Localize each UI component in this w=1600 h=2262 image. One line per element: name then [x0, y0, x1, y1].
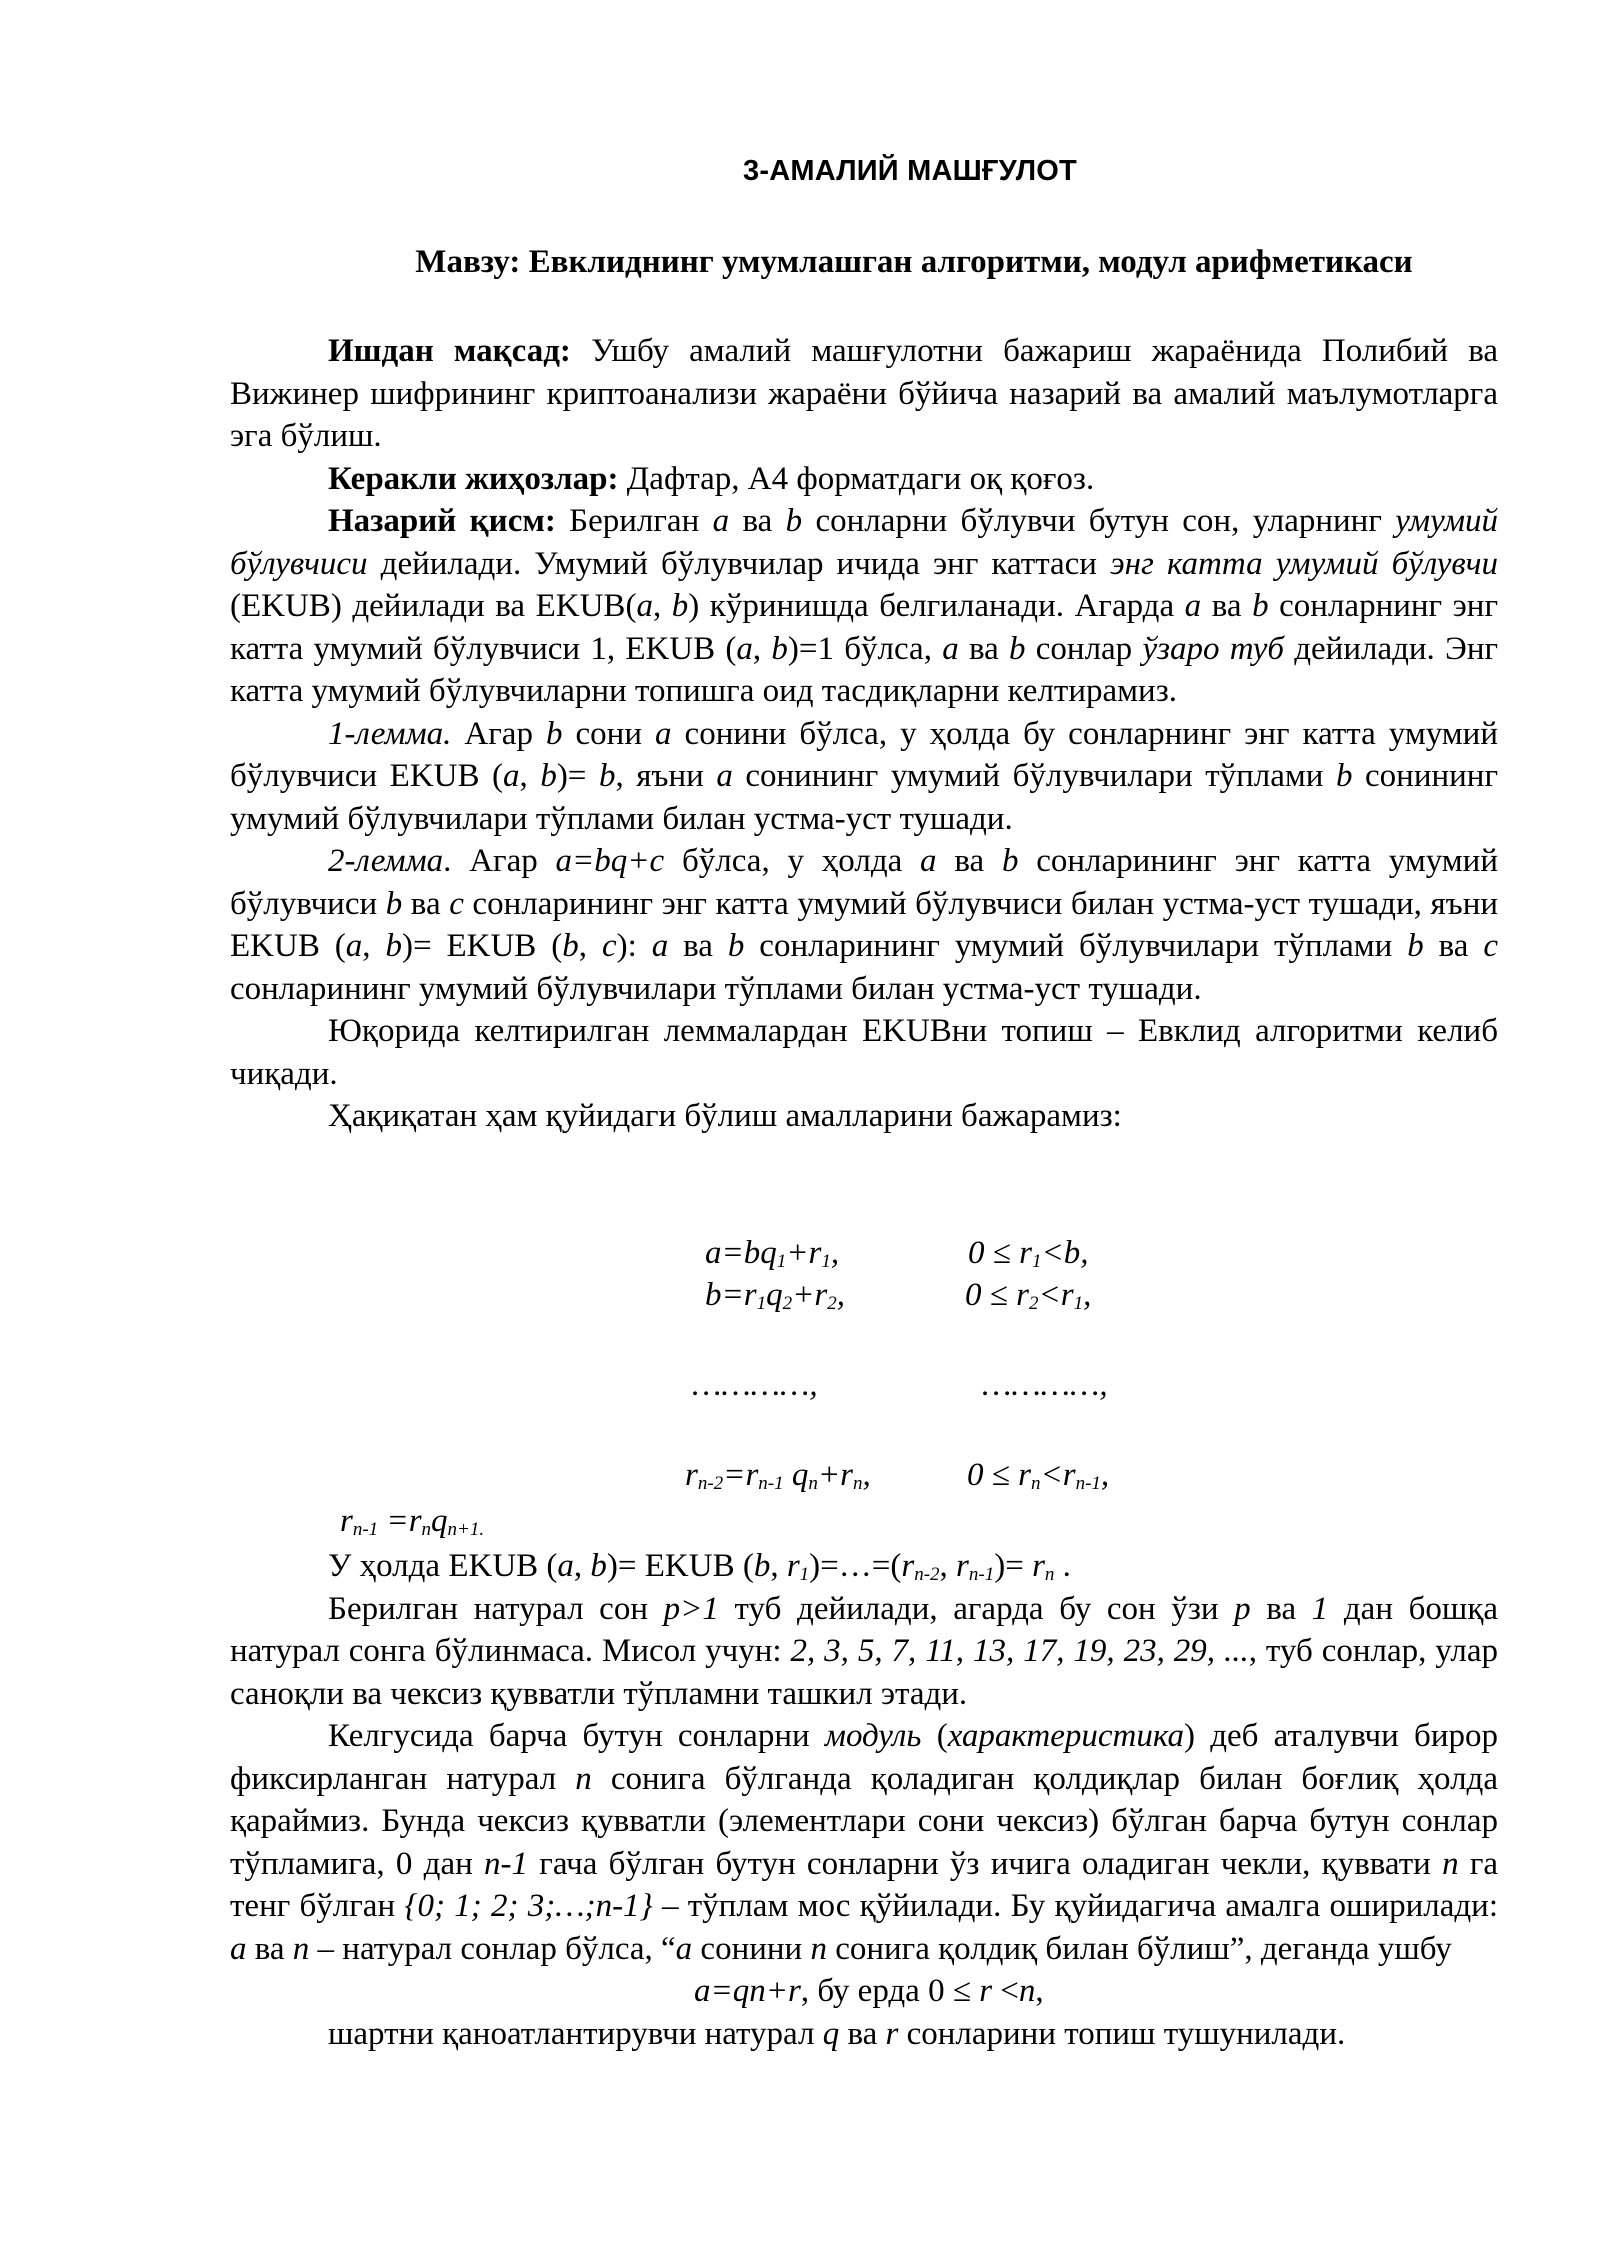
purpose-text: Ушбу амалий машғулотни бажариш жараёнида Полибий ва Вижинер шифрининг криптоанализи жараёни бўйича назарий ва амалий маълумотларга эга бўлиш.: [230, 333, 1498, 454]
lemma-1-paragraph: 1-лемма. Агар b сони a сонини бўлса, у ҳолда бу сонларнинг энг катта умумий бўлувчиси EKUB (a, b)= b, яъни a сонининг умумий бўлувчилари тўплами b сонининг умумий бўлувчилари тўплами билан устма-уст тушади.: [230, 715, 1499, 837]
lemma-2-paragraph: 2-лемма. Агар a=bq+c бўлса, у ҳолда a ва b сонларининг энг катта умумий бўлувчиси b ва c сонларининг энг катта умумий бўлувчиси билан устма-уст тушади, яъни EKUB (a, b)= EKUB (b, c): a ва b сонларининг умумий бўлувчилари тўплами b ва c сонларининг умумий бўлувчилари тўплами билан устма-уст тушади.: [230, 843, 1499, 1007]
purpose-label: Ишдан мақсад:: [328, 333, 571, 369]
euclid-paragraph: Юқорида келтирилган леммалардан EKUBни топиш – Евклид алгоритми келиб чиқади.: [230, 1013, 1498, 1092]
equipment-paragraph: [230, 458, 1498, 501]
equipment-label: Керакли жиҳозлар:: [328, 460, 619, 497]
lemma-1-label: 1-лемма.: [328, 715, 452, 752]
page-title: 3-АМАЛИЙ МАШҒУЛОТ: [743, 155, 1077, 187]
theory-label: Назарий қисм:: [328, 503, 556, 539]
prime-definition: Берилган натурал сон p>1 туб дейилади, агарда бу сон ўзи p ва 1 дан бошқа натурал сонга бўлинмаса. Мисол учун: 2, 3, 5, 7, 11, 13, 17, 19, 23, 29, ..., туб сонлар, улар саноқли ва чексиз қувватли тўпламни ташкил этади.: [230, 1590, 1499, 1712]
final-sentence: шартни қаноатлантирувчи натурал q ва r сонларини топиш тушунилади.: [328, 2015, 1346, 2052]
division-formula: a=qn+r, бу ерда 0 ≤ r <n,: [694, 1973, 1044, 2009]
modulus-paragraph: Келгусида барча бутун сонларни модуль (характеристика) деб аталувчи бирор фиксирланган натурал n сонига бўлганда қоладиган қолдиқлар билан боғлиқ ҳолда қараймиз. Бунда чексиз қувватли (элементлари сони чексиз) бўлган барча бутун сонлар тўпламига, 0 дан n-1 гача бўлган бутун сонларни ўз ичига оладиган чекли, қуввати n га тенг бўлган {0; 1; 2; 3;…;n-1} – тўплам мос қўйилади. Бу қуйидагича амалга оширилади: a ва n – натурал сонлар бўлса, “a сонини n сонига қолдиқ билан бўлиш”, деганда ушбу: [230, 1718, 1499, 1967]
theory-paragraph: Назарий қисм: Берилган a ва b сонларни бўлувчи бутун сон, уларнинг умумий бўлувчиси дейилади. Умумий бўлувчилар ичида энг каттаси энг катта умумий бўлувчи (EKUB) дейилади ва EKUB(a, b) кўринишда белгиланади. Агарда a ва b сонларнинг энг катта умумий бўлувчиси 1, EKUB (a, b)=1 бўлса, a ва b сонлар ўзаро туб дейилади. Энг катта умумий бўлувчиларни топишга оид тасдиқларни келтирамиз.: [230, 503, 1499, 709]
lower-text: [230, 1545, 1498, 2055]
ekub-result: У ҳолда EKUB (a, b)= EKUB (b, $r_1)=\dots=(r_{n-2}$, $r_{n-1})= r_n$ .: [328, 1548, 1071, 1585]
lemma-2-label: 2-лемма: [328, 843, 444, 879]
division-intro: Ҳақиқатан ҳам қуйидаги бўлиш амалларини бажарамиз:: [328, 1098, 1122, 1134]
document-page: 3-АМАЛИЙ МАШҒУЛОТ Мавзу: Евклиднинг умумлашган алгоритми, модул арифметикаси Ишдан мақсад: Ушбу амалий машғулотни бажариш жараёнида Полибий ва Вижинер шифрининг криптоанализи жараёни бўйича назарий ва амалий маълумотларга эга бўлиш. Керакли жиҳозлар: Дафтар, А4 форматдаги оқ қоғоз. Назарий қисм: Берилган a ва b сонларни бўлувчи бутун сон, уларнинг умумий бўлувчиси дейилади. Умумий бўлувчилар ичида энг каттаси энг катта умумий бўлувчи (EKUB) дейилади ва EKUB(a, b) кўринишда белгиланади. Агарда a ва b сонларнинг энг катта умумий бўлувчиси 1, EKUB (a, b)=1 бўлса, a ва b сонлар ўзаро туб дейилади. Энг катта умумий бўлувчиларни топишга оид тасдиқларни келтирамиз. 1-лемма. Агар b сони a сонини бўлса, у ҳолда бу сонларнинг энг катта умумий бўлувчиси EKUB (a, b)= b, яъни a сонининг умумий бўлувчилари тўплами b сонининг умумий бўлувчилари тўплами билан устма-уст тушади. 2-лемма. Агар a=bq+c бўлса, у ҳолда a ва b сонларининг энг катта умумий бўлувчиси b ва c сонларининг энг катта умумий бўлувчиси билан устма-уст тушади, яъни EKUB (a, b)= EKUB (b, c): a ва b сонларининг умумий бўлувчилари тўплами b ва c сонларининг умумий бўлувчилари тўплами билан устма-уст тушади. Юқорида келтирилган леммалардан EKUBни топиш – Евклид алгоритми келиб чиқади. Ҳақиқатан ҳам қуйидаги бўлиш амалларини бажарамиз: $a=bq_1+r_1$, $0 \le r_1<b$, $b=r_1q_2+r_2$, $0 \le r_2<r_1$, …………, …………, $r_{n-2}=r_{n-1}$ $q_n+r_n$, $0 \le r_n<r_{n-1}$, $r_{n-1} =r_nq_{n+1.}$ У ҳолда EKUB (a, b)= EKUB (b, $r_1)=\dots=(r_{n-2}$, $r_{n-1})= r_n$ . Берилган натурал сон p>1 туб дейилади, агарда бу сон ўзи p ва 1 дан бошқа натурал сонга бўлинмаса. Мисол учун: 2, 3, 5, 7, 11, 13, 17, 19, 23, 29, ..., туб сонлар, улар саноқли ва чексиз қувватли тўпламни ташкил этади. Келгусида барча бутун сонларни модуль (характеристика) деб аталувчи бирор фиксирланган натурал n сонига бўлганда қоладиган қолдиқлар билан боғлиқ ҳолда қараймиз. Бунда чексиз қувватли (элементлари сони чексиз) бўлган барча бутун сонлар тўпламига, 0 дан n-1 гача бўлган бутун сонларни ўз ичига оладиган чекли, қуввати n га тенг бўлган {0; 1; 2; 3;…;n-1} – тўплам мос қўйилади. Бу қуйидагича амалга оширилади: a ва n – натурал сонлар бўлса, “a сонини n сонига қолдиқ билан бўлиш”, деганда ушбу a=qn+r, бу ерда 0 ≤ r <n, шартни қаноатлантирувчи натурал q ва r сонларини топиш тушунилади.: [0, 0, 1600, 2262]
purpose-paragraph: [230, 330, 1498, 458]
topic-heading: Мавзу: Евклиднинг умумлашган алгоритми, модул арифметикаси: [415, 244, 1413, 280]
equipment-text: Дафтар, А4 форматдаги оқ қоғоз.: [618, 460, 1095, 497]
body-text: [230, 330, 1498, 1138]
